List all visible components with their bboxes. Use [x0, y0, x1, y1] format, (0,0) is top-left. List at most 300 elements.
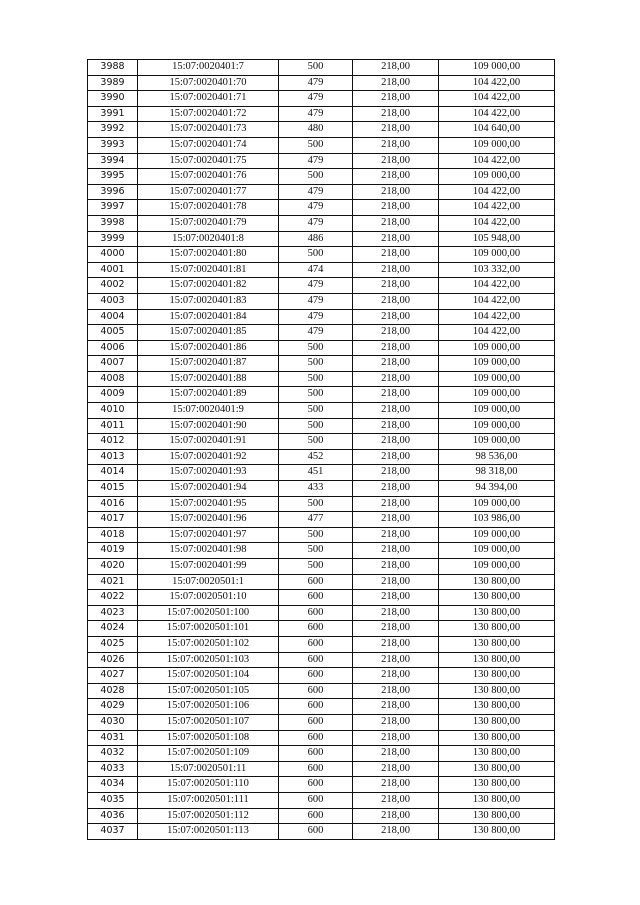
rate-value: 218,00: [353, 169, 439, 185]
total-value: 130 800,00: [439, 652, 555, 668]
total-value: 109 000,00: [439, 340, 555, 356]
total-value: 109 000,00: [439, 543, 555, 559]
row-number: 4032: [88, 746, 138, 762]
area-value: 600: [279, 808, 353, 824]
total-value: 109 000,00: [439, 559, 555, 575]
rate-value: 218,00: [353, 106, 439, 122]
table-row: [88, 746, 555, 762]
cadastral-number: 15:07:0020501:102: [138, 636, 279, 652]
cadastral-number: 15:07:0020501:104: [138, 668, 279, 684]
row-number: 4020: [88, 559, 138, 575]
row-number: 3996: [88, 184, 138, 200]
row-number: 4025: [88, 636, 138, 652]
area-value: 600: [279, 761, 353, 777]
cadastral-number: 15:07:0020401:82: [138, 278, 279, 294]
table-row: [88, 574, 555, 590]
total-value: 109 000,00: [439, 418, 555, 434]
rate-value: 218,00: [353, 247, 439, 263]
total-value: 104 422,00: [439, 91, 555, 107]
row-number: 4013: [88, 449, 138, 465]
row-number: 4011: [88, 418, 138, 434]
total-value: 109 000,00: [439, 496, 555, 512]
rate-value: 218,00: [353, 559, 439, 575]
cadastral-number: 15:07:0020401:73: [138, 122, 279, 138]
cadastral-number: 15:07:0020401:88: [138, 371, 279, 387]
row-number: 3999: [88, 231, 138, 247]
table-row: [88, 387, 555, 403]
table-row: [88, 792, 555, 808]
table-row: [88, 636, 555, 652]
total-value: 104 422,00: [439, 106, 555, 122]
total-value: 130 800,00: [439, 683, 555, 699]
cadastral-number: 15:07:0020401:84: [138, 309, 279, 325]
cadastral-number: 15:07:0020401:87: [138, 356, 279, 372]
table-row: [88, 60, 555, 76]
area-value: 479: [279, 91, 353, 107]
cadastral-number: 15:07:0020401:93: [138, 465, 279, 481]
row-number: 3993: [88, 137, 138, 153]
area-value: 500: [279, 559, 353, 575]
area-value: 452: [279, 449, 353, 465]
table-row: [88, 730, 555, 746]
cadastral-number: 15:07:0020401:98: [138, 543, 279, 559]
cadastral-number: 15:07:0020501:110: [138, 777, 279, 793]
total-value: 104 640,00: [439, 122, 555, 138]
total-value: 109 000,00: [439, 356, 555, 372]
total-value: 130 800,00: [439, 761, 555, 777]
area-value: 500: [279, 169, 353, 185]
area-value: 479: [279, 75, 353, 91]
cadastral-number: 15:07:0020401:74: [138, 137, 279, 153]
cadastral-number: 15:07:0020401:9: [138, 403, 279, 419]
total-value: 109 000,00: [439, 60, 555, 76]
row-number: 4018: [88, 527, 138, 543]
land-plot-table: [87, 59, 555, 840]
row-number: 4015: [88, 481, 138, 497]
row-number: 3989: [88, 75, 138, 91]
total-value: 130 800,00: [439, 699, 555, 715]
row-number: 4014: [88, 465, 138, 481]
row-number: 4023: [88, 605, 138, 621]
table-row: [88, 75, 555, 91]
total-value: 130 800,00: [439, 621, 555, 637]
table-row: [88, 403, 555, 419]
table-row: [88, 559, 555, 575]
area-value: 474: [279, 262, 353, 278]
row-number: 4027: [88, 668, 138, 684]
table-row: [88, 309, 555, 325]
row-number: 4033: [88, 761, 138, 777]
total-value: 130 800,00: [439, 590, 555, 606]
table-row: [88, 543, 555, 559]
cadastral-number: 15:07:0020501:1: [138, 574, 279, 590]
cadastral-number: 15:07:0020501:113: [138, 824, 279, 840]
cadastral-number: 15:07:0020401:78: [138, 200, 279, 216]
rate-value: 218,00: [353, 714, 439, 730]
cadastral-number: 15:07:0020501:109: [138, 746, 279, 762]
rate-value: 218,00: [353, 652, 439, 668]
total-value: 130 800,00: [439, 777, 555, 793]
rate-value: 218,00: [353, 730, 439, 746]
total-value: 130 800,00: [439, 714, 555, 730]
rate-value: 218,00: [353, 325, 439, 341]
area-value: 600: [279, 605, 353, 621]
area-value: 500: [279, 60, 353, 76]
cadastral-number: 15:07:0020401:97: [138, 527, 279, 543]
rate-value: 218,00: [353, 465, 439, 481]
cadastral-number: 15:07:0020501:106: [138, 699, 279, 715]
total-value: 98 536,00: [439, 449, 555, 465]
total-value: 103 332,00: [439, 262, 555, 278]
table-row: [88, 449, 555, 465]
total-value: 109 000,00: [439, 403, 555, 419]
area-value: 600: [279, 699, 353, 715]
row-number: 4030: [88, 714, 138, 730]
table-row: [88, 169, 555, 185]
rate-value: 218,00: [353, 387, 439, 403]
rate-value: 218,00: [353, 403, 439, 419]
area-value: 479: [279, 309, 353, 325]
table-row: [88, 512, 555, 528]
cadastral-number: 15:07:0020401:95: [138, 496, 279, 512]
row-number: 4009: [88, 387, 138, 403]
row-number: 4010: [88, 403, 138, 419]
cadastral-number: 15:07:0020501:10: [138, 590, 279, 606]
cadastral-number: 15:07:0020401:76: [138, 169, 279, 185]
row-number: 4000: [88, 247, 138, 263]
rate-value: 218,00: [353, 636, 439, 652]
total-value: 104 422,00: [439, 153, 555, 169]
row-number: 3988: [88, 60, 138, 76]
total-value: 105 948,00: [439, 231, 555, 247]
area-value: 600: [279, 824, 353, 840]
cadastral-number: 15:07:0020401:90: [138, 418, 279, 434]
row-number: 4022: [88, 590, 138, 606]
row-number: 3990: [88, 91, 138, 107]
total-value: 104 422,00: [439, 75, 555, 91]
rate-value: 218,00: [353, 512, 439, 528]
cadastral-number: 15:07:0020401:7: [138, 60, 279, 76]
table-row: [88, 418, 555, 434]
total-value: 94 394,00: [439, 481, 555, 497]
rate-value: 218,00: [353, 481, 439, 497]
total-value: 130 800,00: [439, 605, 555, 621]
total-value: 130 800,00: [439, 792, 555, 808]
area-value: 500: [279, 418, 353, 434]
total-value: 109 000,00: [439, 137, 555, 153]
table-row: [88, 278, 555, 294]
rate-value: 218,00: [353, 293, 439, 309]
cadastral-number: 15:07:0020501:105: [138, 683, 279, 699]
row-number: 4021: [88, 574, 138, 590]
area-value: 433: [279, 481, 353, 497]
cadastral-number: 15:07:0020401:86: [138, 340, 279, 356]
cadastral-number: 15:07:0020401:79: [138, 215, 279, 231]
row-number: 4002: [88, 278, 138, 294]
total-value: 104 422,00: [439, 184, 555, 200]
row-number: 4024: [88, 621, 138, 637]
cadastral-number: 15:07:0020401:85: [138, 325, 279, 341]
table-body: [88, 60, 555, 840]
area-value: 600: [279, 730, 353, 746]
total-value: 130 800,00: [439, 730, 555, 746]
rate-value: 218,00: [353, 683, 439, 699]
area-value: 500: [279, 371, 353, 387]
row-number: 3991: [88, 106, 138, 122]
area-value: 500: [279, 387, 353, 403]
area-value: 479: [279, 184, 353, 200]
rate-value: 218,00: [353, 231, 439, 247]
table-row: [88, 325, 555, 341]
rate-value: 218,00: [353, 200, 439, 216]
table-row: [88, 356, 555, 372]
rate-value: 218,00: [353, 699, 439, 715]
row-number: 4029: [88, 699, 138, 715]
row-number: 3998: [88, 215, 138, 231]
rate-value: 218,00: [353, 668, 439, 684]
cadastral-number: 15:07:0020401:80: [138, 247, 279, 263]
area-value: 500: [279, 137, 353, 153]
row-number: 4006: [88, 340, 138, 356]
table-row: [88, 434, 555, 450]
area-value: 600: [279, 683, 353, 699]
total-value: 104 422,00: [439, 309, 555, 325]
table-row: [88, 777, 555, 793]
table-row: [88, 824, 555, 840]
area-value: 479: [279, 293, 353, 309]
area-value: 500: [279, 403, 353, 419]
total-value: 109 000,00: [439, 434, 555, 450]
row-number: 4034: [88, 777, 138, 793]
table-row: [88, 808, 555, 824]
row-number: 4004: [88, 309, 138, 325]
total-value: 130 800,00: [439, 636, 555, 652]
area-value: 479: [279, 106, 353, 122]
total-value: 130 800,00: [439, 574, 555, 590]
rate-value: 218,00: [353, 792, 439, 808]
row-number: 4007: [88, 356, 138, 372]
area-value: 479: [279, 153, 353, 169]
cadastral-number: 15:07:0020401:94: [138, 481, 279, 497]
cadastral-number: 15:07:0020401:92: [138, 449, 279, 465]
area-value: 500: [279, 340, 353, 356]
total-value: 109 000,00: [439, 169, 555, 185]
area-value: 479: [279, 200, 353, 216]
rate-value: 218,00: [353, 371, 439, 387]
rate-value: 218,00: [353, 746, 439, 762]
total-value: 104 422,00: [439, 215, 555, 231]
cadastral-number: 15:07:0020401:81: [138, 262, 279, 278]
area-value: 600: [279, 792, 353, 808]
row-number: 4036: [88, 808, 138, 824]
rate-value: 218,00: [353, 75, 439, 91]
cadastral-number: 15:07:0020501:108: [138, 730, 279, 746]
table-row: [88, 621, 555, 637]
area-value: 500: [279, 527, 353, 543]
area-value: 480: [279, 122, 353, 138]
area-value: 479: [279, 325, 353, 341]
rate-value: 218,00: [353, 340, 439, 356]
table-row: [88, 91, 555, 107]
rate-value: 218,00: [353, 574, 439, 590]
rate-value: 218,00: [353, 184, 439, 200]
table-row: [88, 215, 555, 231]
rate-value: 218,00: [353, 434, 439, 450]
area-value: 600: [279, 652, 353, 668]
table-row: [88, 527, 555, 543]
rate-value: 218,00: [353, 356, 439, 372]
row-number: 4028: [88, 683, 138, 699]
rate-value: 218,00: [353, 153, 439, 169]
table-row: [88, 668, 555, 684]
cadastral-number: 15:07:0020501:111: [138, 792, 279, 808]
area-value: 600: [279, 621, 353, 637]
cadastral-number: 15:07:0020501:112: [138, 808, 279, 824]
cadastral-number: 15:07:0020501:11: [138, 761, 279, 777]
total-value: 130 800,00: [439, 824, 555, 840]
cadastral-number: 15:07:0020401:83: [138, 293, 279, 309]
area-value: 500: [279, 247, 353, 263]
total-value: 130 800,00: [439, 746, 555, 762]
cadastral-number: 15:07:0020401:89: [138, 387, 279, 403]
total-value: 109 000,00: [439, 527, 555, 543]
area-value: 477: [279, 512, 353, 528]
rate-value: 218,00: [353, 605, 439, 621]
cadastral-number: 15:07:0020401:72: [138, 106, 279, 122]
area-value: 500: [279, 496, 353, 512]
area-value: 479: [279, 215, 353, 231]
row-number: 4001: [88, 262, 138, 278]
area-value: 500: [279, 434, 353, 450]
table-row: [88, 184, 555, 200]
area-value: 600: [279, 636, 353, 652]
rate-value: 218,00: [353, 137, 439, 153]
table-row: [88, 293, 555, 309]
row-number: 4019: [88, 543, 138, 559]
rate-value: 218,00: [353, 91, 439, 107]
area-value: 600: [279, 590, 353, 606]
total-value: 109 000,00: [439, 387, 555, 403]
area-value: 600: [279, 668, 353, 684]
cadastral-number: 15:07:0020401:96: [138, 512, 279, 528]
table-row: [88, 153, 555, 169]
table-row: [88, 496, 555, 512]
rate-value: 218,00: [353, 621, 439, 637]
row-number: 4016: [88, 496, 138, 512]
rate-value: 218,00: [353, 527, 439, 543]
rate-value: 218,00: [353, 309, 439, 325]
table-row: [88, 231, 555, 247]
cadastral-number: 15:07:0020501:101: [138, 621, 279, 637]
rate-value: 218,00: [353, 60, 439, 76]
row-number: 3992: [88, 122, 138, 138]
table-row: [88, 481, 555, 497]
cadastral-number: 15:07:0020401:99: [138, 559, 279, 575]
row-number: 4035: [88, 792, 138, 808]
row-number: 4026: [88, 652, 138, 668]
cadastral-number: 15:07:0020501:103: [138, 652, 279, 668]
area-value: 486: [279, 231, 353, 247]
table-row: [88, 465, 555, 481]
table-row: [88, 761, 555, 777]
rate-value: 218,00: [353, 761, 439, 777]
area-value: 479: [279, 278, 353, 294]
total-value: 109 000,00: [439, 371, 555, 387]
area-value: 500: [279, 543, 353, 559]
rate-value: 218,00: [353, 824, 439, 840]
cadastral-number: 15:07:0020401:70: [138, 75, 279, 91]
table-row: [88, 137, 555, 153]
area-value: 600: [279, 746, 353, 762]
cadastral-number: 15:07:0020401:71: [138, 91, 279, 107]
row-number: 4005: [88, 325, 138, 341]
total-value: 109 000,00: [439, 247, 555, 263]
table-row: [88, 200, 555, 216]
rate-value: 218,00: [353, 777, 439, 793]
table-row: [88, 590, 555, 606]
rate-value: 218,00: [353, 122, 439, 138]
row-number: 4031: [88, 730, 138, 746]
area-value: 451: [279, 465, 353, 481]
area-value: 500: [279, 356, 353, 372]
rate-value: 218,00: [353, 278, 439, 294]
cadastral-number: 15:07:0020401:75: [138, 153, 279, 169]
area-value: 600: [279, 714, 353, 730]
table-row: [88, 605, 555, 621]
table-row: [88, 340, 555, 356]
total-value: 104 422,00: [439, 293, 555, 309]
total-value: 98 318,00: [439, 465, 555, 481]
rate-value: 218,00: [353, 496, 439, 512]
total-value: 103 986,00: [439, 512, 555, 528]
cadastral-number: 15:07:0020401:77: [138, 184, 279, 200]
table-row: [88, 714, 555, 730]
row-number: 4003: [88, 293, 138, 309]
rate-value: 218,00: [353, 215, 439, 231]
rate-value: 218,00: [353, 449, 439, 465]
table-row: [88, 652, 555, 668]
row-number: 4008: [88, 371, 138, 387]
rate-value: 218,00: [353, 262, 439, 278]
table-row: [88, 683, 555, 699]
table-row: [88, 699, 555, 715]
area-value: 600: [279, 777, 353, 793]
table-row: [88, 106, 555, 122]
row-number: 3994: [88, 153, 138, 169]
rate-value: 218,00: [353, 808, 439, 824]
area-value: 600: [279, 574, 353, 590]
rate-value: 218,00: [353, 543, 439, 559]
total-value: 130 800,00: [439, 808, 555, 824]
row-number: 4012: [88, 434, 138, 450]
table-row: [88, 122, 555, 138]
rate-value: 218,00: [353, 418, 439, 434]
total-value: 104 422,00: [439, 278, 555, 294]
table-row: [88, 247, 555, 263]
cadastral-number: 15:07:0020501:100: [138, 605, 279, 621]
rate-value: 218,00: [353, 590, 439, 606]
row-number: 3995: [88, 169, 138, 185]
total-value: 130 800,00: [439, 668, 555, 684]
row-number: 4017: [88, 512, 138, 528]
total-value: 104 422,00: [439, 200, 555, 216]
cadastral-number: 15:07:0020401:91: [138, 434, 279, 450]
cadastral-number: 15:07:0020501:107: [138, 714, 279, 730]
total-value: 104 422,00: [439, 325, 555, 341]
row-number: 4037: [88, 824, 138, 840]
table-row: [88, 371, 555, 387]
cadastral-number: 15:07:0020401:8: [138, 231, 279, 247]
